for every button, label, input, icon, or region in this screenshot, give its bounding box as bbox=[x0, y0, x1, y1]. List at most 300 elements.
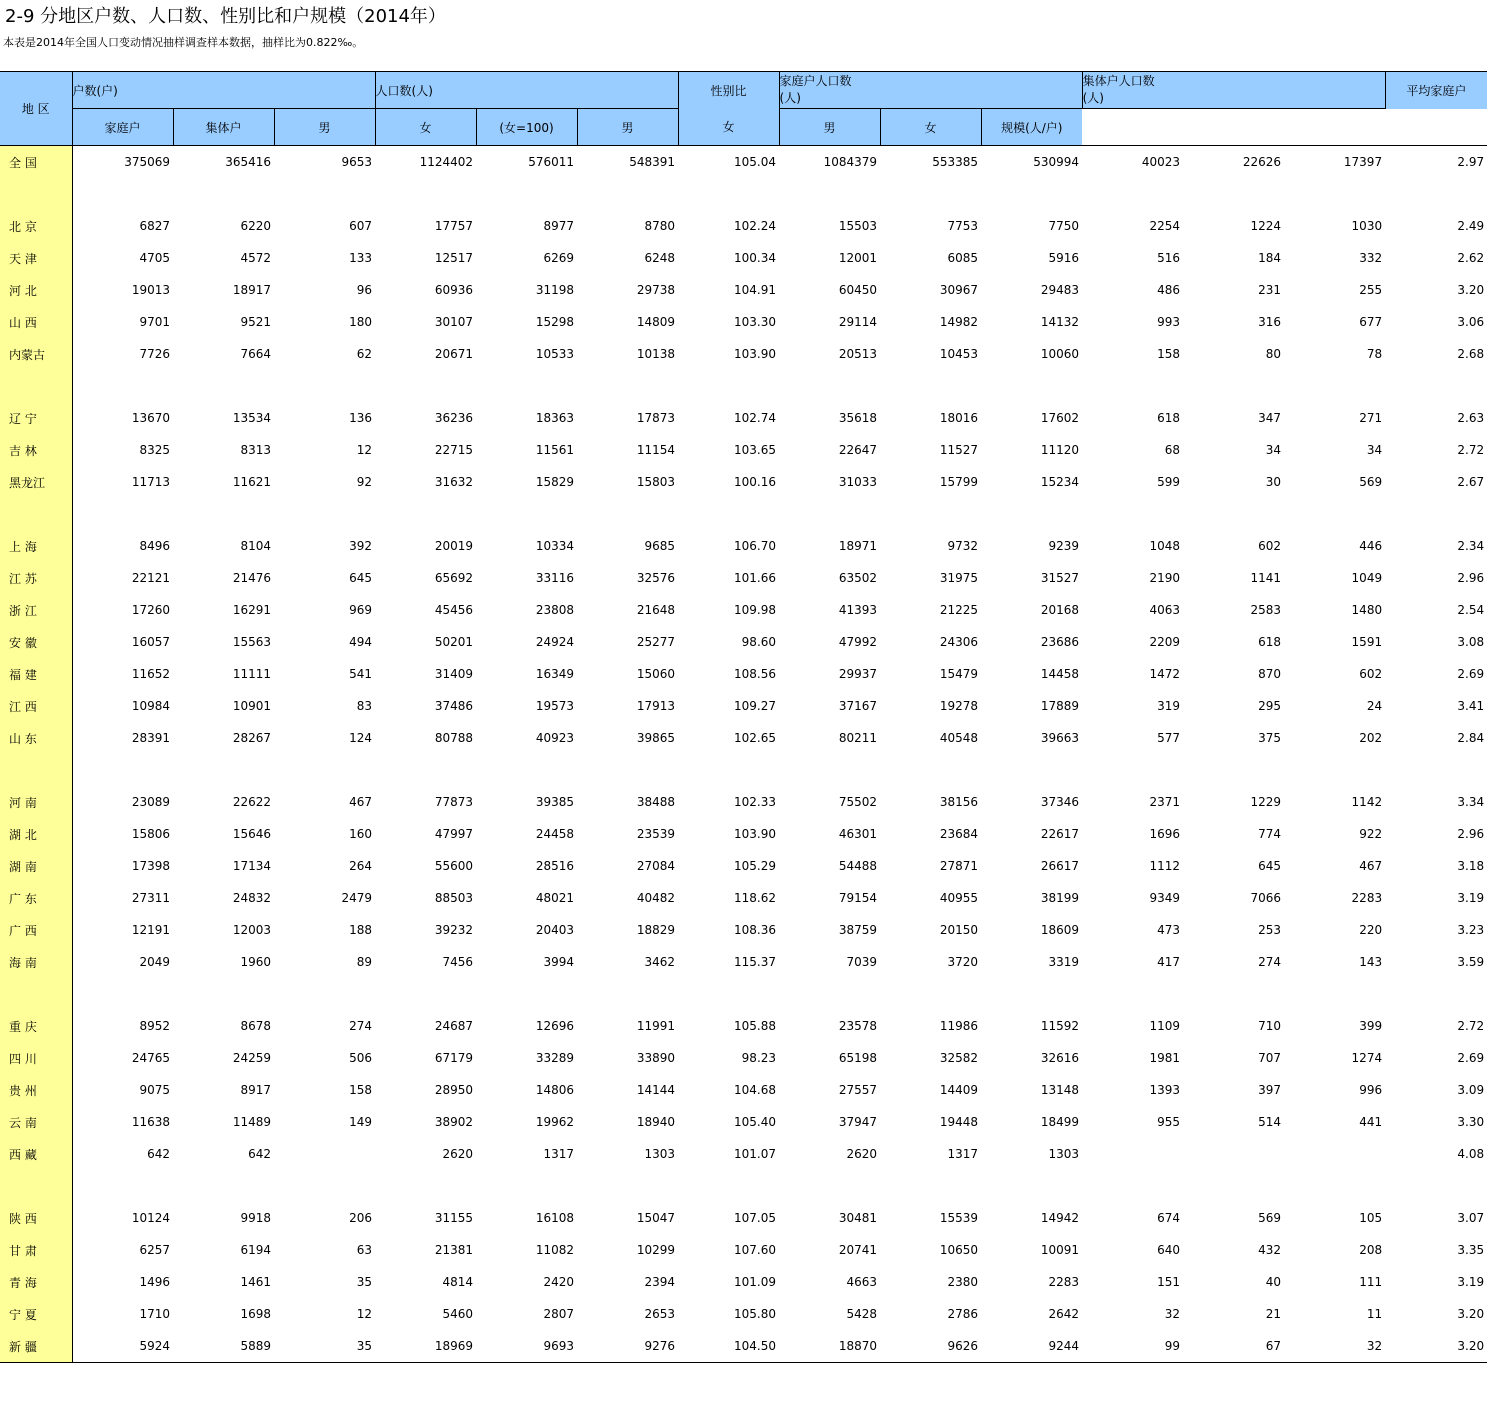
value-cell: 32 bbox=[1164, 1307, 1181, 1321]
value-cell: 100.16 bbox=[734, 475, 777, 489]
value-cell: 27084 bbox=[636, 859, 676, 873]
value-cell: 22622 bbox=[232, 795, 271, 809]
value-cell: 105.29 bbox=[734, 859, 777, 873]
spacer-cell bbox=[880, 178, 981, 210]
spacer-cell bbox=[476, 1170, 577, 1202]
value-cell: 37947 bbox=[838, 1115, 878, 1129]
value-cell: 9244 bbox=[981, 1330, 1082, 1363]
value-cell: 14409 bbox=[939, 1083, 979, 1097]
value-cell: 3.18 bbox=[1457, 859, 1485, 873]
value-cell: 548391 bbox=[577, 146, 678, 179]
value-cell: 33890 bbox=[636, 1051, 676, 1065]
value-cell: 10299 bbox=[636, 1243, 676, 1257]
value-cell: 1274 bbox=[1351, 1051, 1383, 1065]
value-cell: 104.50 bbox=[678, 1330, 779, 1363]
value-cell: 707 bbox=[1258, 1051, 1282, 1065]
table-row bbox=[0, 434, 1487, 466]
value-cell: 1317 bbox=[543, 1147, 575, 1161]
value-cell: 10138 bbox=[636, 347, 676, 361]
value-cell: 5916 bbox=[1048, 251, 1080, 265]
value-cell: 2283 bbox=[1351, 891, 1383, 905]
spacer-cell bbox=[1284, 754, 1385, 786]
value-cell: 20019 bbox=[434, 539, 474, 553]
region-cell: 重 庆 bbox=[0, 1010, 72, 1042]
value-cell: 10533 bbox=[535, 347, 575, 361]
value-cell: 151 bbox=[1157, 1275, 1181, 1289]
value-cell: 24687 bbox=[434, 1019, 474, 1033]
value-cell: 13534 bbox=[232, 411, 271, 425]
value-cell: 24259 bbox=[232, 1051, 271, 1065]
value-cell: 514 bbox=[1258, 1115, 1282, 1129]
table-row bbox=[0, 402, 1487, 434]
value-cell: 1030 bbox=[1351, 219, 1383, 233]
value-cell: 3.06 bbox=[1457, 315, 1485, 329]
value-cell: 31409 bbox=[434, 667, 474, 681]
value-cell: 618 bbox=[1258, 635, 1282, 649]
value-cell: 12 bbox=[356, 1307, 373, 1321]
value-cell: 2.69 bbox=[1457, 667, 1485, 681]
spacer-cell bbox=[1183, 178, 1284, 210]
region-cell: 四 川 bbox=[0, 1042, 72, 1074]
table-row bbox=[0, 722, 1487, 754]
value-cell: 5889 bbox=[173, 1330, 274, 1363]
value-cell: 8313 bbox=[240, 443, 271, 457]
value-cell: 23539 bbox=[636, 827, 676, 841]
value-cell: 35 bbox=[356, 1275, 373, 1289]
value-cell: 39663 bbox=[1040, 731, 1080, 745]
value-cell: 18016 bbox=[939, 411, 979, 425]
value-cell: 111 bbox=[1359, 1275, 1383, 1289]
value-cell: 35618 bbox=[838, 411, 878, 425]
value-cell: 14806 bbox=[535, 1083, 575, 1097]
value-cell: 3.20 bbox=[1385, 1330, 1487, 1363]
table-row bbox=[0, 882, 1487, 914]
value-cell: 231 bbox=[1258, 283, 1282, 297]
region-cell: 陕 西 bbox=[0, 1202, 72, 1234]
value-cell: 1981 bbox=[1149, 1051, 1181, 1065]
value-cell: 55600 bbox=[434, 859, 474, 873]
value-cell: 29483 bbox=[1040, 283, 1080, 297]
value-cell: 20403 bbox=[535, 923, 575, 937]
value-cell: 68 bbox=[1164, 443, 1181, 457]
spacer-cell bbox=[678, 1170, 779, 1202]
value-cell: 2209 bbox=[1149, 635, 1181, 649]
table-row bbox=[0, 658, 1487, 690]
value-cell: 332 bbox=[1359, 251, 1383, 265]
value-cell: 104.91 bbox=[734, 283, 777, 297]
value-cell: 29114 bbox=[838, 315, 878, 329]
value-cell: 60936 bbox=[434, 283, 474, 297]
spacer-cell bbox=[779, 754, 880, 786]
table-row bbox=[0, 946, 1487, 978]
spacer-cell bbox=[981, 370, 1082, 402]
value-cell: 105.80 bbox=[734, 1307, 777, 1321]
value-cell: 17602 bbox=[1040, 411, 1080, 425]
value-cell: 11527 bbox=[939, 443, 979, 457]
spacer-cell bbox=[274, 178, 375, 210]
value-cell: 9276 bbox=[577, 1330, 678, 1363]
spacer-cell bbox=[880, 1170, 981, 1202]
value-cell: 11111 bbox=[232, 667, 271, 681]
value-cell: 467 bbox=[349, 795, 373, 809]
table-row bbox=[0, 594, 1487, 626]
table-row bbox=[0, 1010, 1487, 1042]
spacer-cell bbox=[880, 498, 981, 530]
spacer-cell bbox=[981, 1170, 1082, 1202]
spacer-cell bbox=[678, 498, 779, 530]
spacer-cell bbox=[678, 370, 779, 402]
value-cell: 16291 bbox=[232, 603, 271, 617]
value-cell: 34 bbox=[1366, 443, 1383, 457]
value-cell: 642 bbox=[147, 1147, 170, 1161]
value-cell: 2394 bbox=[644, 1275, 676, 1289]
value-cell: 1124402 bbox=[375, 146, 476, 179]
value-cell: 6194 bbox=[240, 1243, 271, 1257]
value-cell: 6220 bbox=[240, 219, 271, 233]
table-row bbox=[0, 466, 1487, 498]
spacer-cell bbox=[476, 978, 577, 1010]
value-cell: 47992 bbox=[838, 635, 878, 649]
value-cell: 1461 bbox=[240, 1275, 271, 1289]
value-cell: 89 bbox=[356, 955, 373, 969]
table-row bbox=[0, 242, 1487, 274]
value-cell: 208 bbox=[1359, 1243, 1383, 1257]
value-cell: 18940 bbox=[636, 1115, 676, 1129]
value-cell: 103.65 bbox=[734, 443, 777, 457]
value-cell: 494 bbox=[349, 635, 373, 649]
value-cell: 15060 bbox=[636, 667, 676, 681]
header-collective-female: 女 bbox=[880, 109, 981, 146]
value-cell: 3.23 bbox=[1457, 923, 1485, 937]
value-cell: 24832 bbox=[232, 891, 271, 905]
value-cell: 9521 bbox=[240, 315, 271, 329]
value-cell: 17913 bbox=[636, 699, 676, 713]
spacer-cell bbox=[1385, 754, 1487, 786]
spacer-cell bbox=[1082, 978, 1183, 1010]
table-row bbox=[0, 1106, 1487, 1138]
header-avg-size-line1: 平均家庭户 bbox=[1385, 72, 1487, 109]
spacer-cell bbox=[1284, 1170, 1385, 1202]
value-cell: 4705 bbox=[139, 251, 170, 265]
value-cell: 23686 bbox=[1040, 635, 1080, 649]
value-cell: 18917 bbox=[232, 283, 271, 297]
value-cell: 92 bbox=[356, 475, 373, 489]
value-cell: 274 bbox=[1258, 955, 1282, 969]
value-cell: 33289 bbox=[535, 1051, 575, 1065]
value-cell: 23684 bbox=[939, 827, 979, 841]
value-cell: 3.35 bbox=[1457, 1243, 1485, 1257]
region-cell: 江 苏 bbox=[0, 562, 72, 594]
value-cell: 23089 bbox=[131, 795, 170, 809]
value-cell: 67179 bbox=[434, 1051, 474, 1065]
value-cell: 467 bbox=[1359, 859, 1383, 873]
value-cell: 15829 bbox=[535, 475, 575, 489]
value-cell: 506 bbox=[349, 1051, 373, 1065]
value-cell: 38902 bbox=[434, 1115, 474, 1129]
value-cell: 8104 bbox=[240, 539, 271, 553]
spacer-cell bbox=[981, 978, 1082, 1010]
region-spacer bbox=[0, 1170, 72, 1202]
value-cell: 29738 bbox=[636, 283, 676, 297]
value-cell: 645 bbox=[349, 571, 373, 585]
value-cell: 774 bbox=[1258, 827, 1282, 841]
region-cell: 北 京 bbox=[0, 210, 72, 242]
spacer-cell bbox=[476, 754, 577, 786]
value-cell: 133 bbox=[349, 251, 373, 265]
value-cell: 13148 bbox=[1040, 1083, 1080, 1097]
spacer-cell bbox=[1082, 754, 1183, 786]
value-cell: 63 bbox=[356, 1243, 373, 1257]
region-spacer bbox=[0, 178, 72, 210]
value-cell: 158 bbox=[349, 1083, 373, 1097]
value-cell: 6248 bbox=[644, 251, 676, 265]
value-cell: 271 bbox=[1359, 411, 1383, 425]
value-cell: 618 bbox=[1157, 411, 1181, 425]
value-cell bbox=[1284, 1138, 1385, 1170]
spacer-cell bbox=[173, 370, 274, 402]
value-cell: 65198 bbox=[838, 1051, 878, 1065]
value-cell: 16057 bbox=[131, 635, 170, 649]
value-cell: 19013 bbox=[131, 283, 170, 297]
region-cell: 贵 州 bbox=[0, 1074, 72, 1106]
value-cell: 21381 bbox=[434, 1243, 474, 1257]
value-cell: 11621 bbox=[232, 475, 271, 489]
spacer-cell bbox=[779, 178, 880, 210]
value-cell: 1698 bbox=[240, 1307, 271, 1321]
region-cell: 全 国 bbox=[0, 146, 72, 179]
value-cell: 31033 bbox=[838, 475, 878, 489]
value-cell: 118.62 bbox=[734, 891, 777, 905]
value-cell: 7664 bbox=[240, 347, 271, 361]
spacer-cell bbox=[274, 754, 375, 786]
value-cell: 28950 bbox=[434, 1083, 474, 1097]
value-cell: 102.33 bbox=[734, 795, 777, 809]
value-cell: 7753 bbox=[947, 219, 979, 233]
value-cell: 4063 bbox=[1149, 603, 1181, 617]
spacer-cell bbox=[173, 1170, 274, 1202]
spacer-cell bbox=[274, 1170, 375, 1202]
value-cell: 206 bbox=[349, 1211, 373, 1225]
value-cell: 1224 bbox=[1250, 219, 1282, 233]
region-cell: 上 海 bbox=[0, 530, 72, 562]
value-cell: 399 bbox=[1359, 1019, 1383, 1033]
page-title: 2-9 分地区户数、人口数、性别比和户规模（2014年） bbox=[5, 6, 446, 27]
value-cell: 17757 bbox=[434, 219, 474, 233]
value-cell: 15799 bbox=[939, 475, 979, 489]
spacer-row bbox=[0, 1170, 1487, 1202]
value-cell: 102.74 bbox=[734, 411, 777, 425]
spacer-cell bbox=[476, 498, 577, 530]
value-cell: 264 bbox=[349, 859, 373, 873]
value-cell: 2.84 bbox=[1457, 731, 1485, 745]
value-cell: 4572 bbox=[240, 251, 271, 265]
value-cell: 3.34 bbox=[1457, 795, 1485, 809]
table-row bbox=[0, 850, 1487, 882]
value-cell: 158 bbox=[1157, 347, 1181, 361]
value-cell: 530994 bbox=[981, 146, 1082, 179]
value-cell: 8952 bbox=[139, 1019, 170, 1033]
value-cell: 3.09 bbox=[1457, 1083, 1485, 1097]
table-row bbox=[0, 1074, 1487, 1106]
value-cell: 31632 bbox=[434, 475, 474, 489]
value-cell: 2.96 bbox=[1457, 827, 1485, 841]
value-cell: 32576 bbox=[636, 571, 676, 585]
spacer-cell bbox=[476, 178, 577, 210]
spacer-cell bbox=[1385, 498, 1487, 530]
value-cell: 274 bbox=[349, 1019, 373, 1033]
value-cell: 6269 bbox=[543, 251, 575, 265]
header-population-female: 女 bbox=[375, 109, 476, 146]
value-cell: 2.67 bbox=[1457, 475, 1485, 489]
table-row bbox=[0, 1202, 1487, 1234]
value-cell: 17398 bbox=[131, 859, 170, 873]
spacer-cell bbox=[880, 978, 981, 1010]
value-cell: 21225 bbox=[939, 603, 979, 617]
value-cell: 115.37 bbox=[734, 955, 777, 969]
value-cell: 3.19 bbox=[1457, 1275, 1485, 1289]
value-cell: 1049 bbox=[1351, 571, 1383, 585]
value-cell: 417 bbox=[1157, 955, 1181, 969]
value-cell: 9918 bbox=[240, 1211, 271, 1225]
value-cell: 105.88 bbox=[734, 1019, 777, 1033]
value-cell: 486 bbox=[1157, 283, 1181, 297]
header-households: 户数(户) bbox=[72, 72, 375, 109]
value-cell: 38759 bbox=[838, 923, 878, 937]
value-cell: 4663 bbox=[846, 1275, 878, 1289]
value-cell: 63502 bbox=[838, 571, 878, 585]
statistics-table bbox=[0, 71, 1487, 1363]
region-cell: 天 津 bbox=[0, 242, 72, 274]
value-cell: 441 bbox=[1359, 1115, 1383, 1129]
value-cell: 18609 bbox=[1040, 923, 1080, 937]
value-cell: 34 bbox=[1265, 443, 1282, 457]
value-cell: 220 bbox=[1359, 923, 1383, 937]
table-row bbox=[0, 562, 1487, 594]
value-cell: 103.30 bbox=[734, 315, 777, 329]
value-cell: 38156 bbox=[939, 795, 979, 809]
spacer-cell bbox=[72, 754, 173, 786]
value-cell: 5924 bbox=[72, 1330, 173, 1363]
spacer-cell bbox=[375, 978, 476, 1010]
table-row bbox=[0, 1266, 1487, 1298]
region-cell: 辽 宁 bbox=[0, 402, 72, 434]
value-cell: 31155 bbox=[434, 1211, 474, 1225]
value-cell: 37486 bbox=[434, 699, 474, 713]
value-cell: 23578 bbox=[838, 1019, 878, 1033]
value-cell: 14809 bbox=[636, 315, 676, 329]
value-cell: 9732 bbox=[947, 539, 979, 553]
value-cell: 319 bbox=[1157, 699, 1181, 713]
value-cell: 8917 bbox=[240, 1083, 271, 1097]
value-cell: 46301 bbox=[838, 827, 878, 841]
region-cell: 甘 肃 bbox=[0, 1234, 72, 1266]
value-cell: 7750 bbox=[1048, 219, 1080, 233]
region-cell: 湖 北 bbox=[0, 818, 72, 850]
value-cell: 3462 bbox=[644, 955, 676, 969]
spacer-cell bbox=[1183, 370, 1284, 402]
value-cell: 15539 bbox=[939, 1211, 979, 1225]
spacer-cell bbox=[981, 178, 1082, 210]
value-cell: 40955 bbox=[939, 891, 979, 905]
table-row bbox=[0, 786, 1487, 818]
value-cell: 375069 bbox=[72, 146, 173, 179]
value-cell: 21 bbox=[1265, 1307, 1282, 1321]
header-collective-households: 集体户 bbox=[173, 109, 274, 146]
value-cell: 20741 bbox=[838, 1243, 878, 1257]
value-cell: 3319 bbox=[1048, 955, 1080, 969]
value-cell: 21648 bbox=[636, 603, 676, 617]
spacer-cell bbox=[173, 178, 274, 210]
region-cell: 海 南 bbox=[0, 946, 72, 978]
region-cell: 广 西 bbox=[0, 914, 72, 946]
value-cell: 2.49 bbox=[1457, 219, 1485, 233]
value-cell: 3.59 bbox=[1457, 955, 1485, 969]
value-cell: 32582 bbox=[939, 1051, 979, 1065]
value-cell: 108.56 bbox=[734, 667, 777, 681]
region-cell: 福 建 bbox=[0, 658, 72, 690]
value-cell: 969 bbox=[349, 603, 373, 617]
header-population-male: 男 bbox=[274, 109, 375, 146]
header-collective-male: 男 bbox=[779, 109, 880, 146]
value-cell: 2807 bbox=[543, 1307, 575, 1321]
value-cell: 2.54 bbox=[1457, 603, 1485, 617]
spacer-cell bbox=[779, 978, 880, 1010]
value-cell: 1960 bbox=[240, 955, 271, 969]
value-cell: 80 bbox=[1265, 347, 1282, 361]
value-cell: 1109 bbox=[1149, 1019, 1181, 1033]
value-cell: 75502 bbox=[838, 795, 878, 809]
region-spacer bbox=[0, 370, 72, 402]
value-cell: 12191 bbox=[131, 923, 170, 937]
value-cell: 365416 bbox=[173, 146, 274, 179]
value-cell: 1710 bbox=[139, 1307, 170, 1321]
value-cell: 607 bbox=[349, 219, 373, 233]
value-cell: 41393 bbox=[838, 603, 878, 617]
value-cell: 2.96 bbox=[1457, 571, 1485, 585]
value-cell: 2642 bbox=[1048, 1307, 1080, 1321]
value-cell: 516 bbox=[1157, 251, 1181, 265]
value-cell: 11638 bbox=[131, 1115, 170, 1129]
value-cell: 15806 bbox=[131, 827, 170, 841]
table-row bbox=[0, 338, 1487, 370]
spacer-cell bbox=[375, 370, 476, 402]
value-cell: 22626 bbox=[1183, 146, 1284, 179]
value-cell: 640 bbox=[1157, 1243, 1181, 1257]
spacer-cell bbox=[577, 178, 678, 210]
value-cell: 392 bbox=[349, 539, 373, 553]
spacer-row bbox=[0, 178, 1487, 210]
value-cell: 14942 bbox=[1040, 1211, 1080, 1225]
table-row bbox=[0, 274, 1487, 306]
value-cell: 31198 bbox=[535, 283, 575, 297]
value-cell: 28391 bbox=[131, 731, 170, 745]
value-cell: 184 bbox=[1258, 251, 1282, 265]
value-cell: 253 bbox=[1258, 923, 1282, 937]
value-cell: 7726 bbox=[139, 347, 170, 361]
value-cell: 22715 bbox=[434, 443, 474, 457]
value-cell: 28516 bbox=[535, 859, 575, 873]
value-cell: 80788 bbox=[434, 731, 474, 745]
value-cell: 10901 bbox=[232, 699, 271, 713]
value-cell: 54488 bbox=[838, 859, 878, 873]
spacer-cell bbox=[1082, 498, 1183, 530]
value-cell: 96 bbox=[356, 283, 373, 297]
value-cell: 255 bbox=[1359, 283, 1383, 297]
value-cell: 102.24 bbox=[734, 219, 777, 233]
value-cell: 993 bbox=[1157, 315, 1181, 329]
value-cell: 473 bbox=[1157, 923, 1181, 937]
value-cell: 188 bbox=[349, 923, 373, 937]
